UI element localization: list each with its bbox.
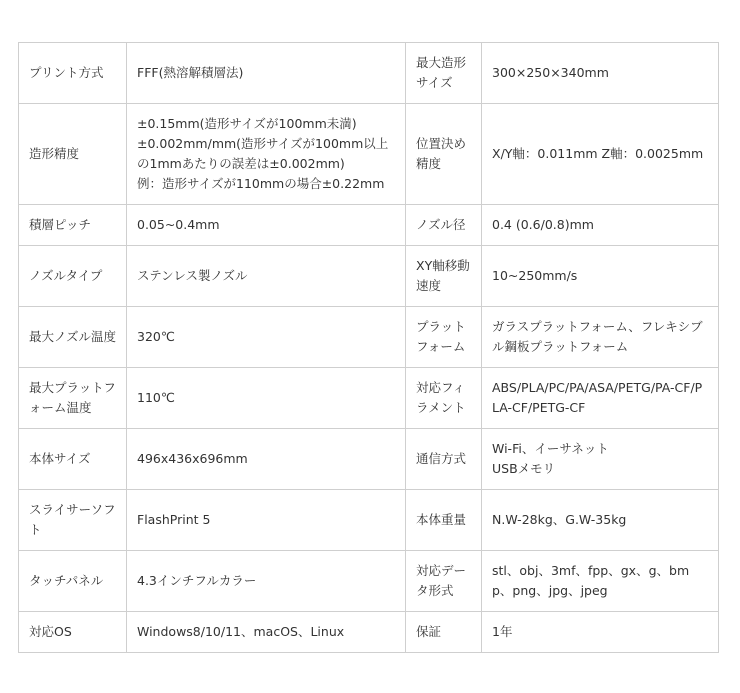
spec-label: 積層ピッチ [19,205,127,246]
spec-value: 0.4 (0.6/0.8)mm [482,205,719,246]
spec-table [18,42,719,653]
table-row [19,612,719,653]
table-row [19,490,719,551]
spec-value: ABS/PLA/PC/PA/ASA/PETG/PA-CF/PLA-CF/PETG-CF [482,368,719,429]
spec-label: プラットフォーム [406,307,482,368]
spec-value: 10~250mm/s [482,246,719,307]
spec-value: ±0.15mm(造形サイズが100mm未満) ±0.002mm/mm(造形サイズが100mm以上の1mmあたりの誤差は±0.002mm) 例：造形サイズが110mmの場合±0.22mm [127,104,406,205]
spec-label: 最大造形サイズ [406,43,482,104]
spec-value: Windows8/10/11、macOS、Linux [127,612,406,653]
spec-value: stl、obj、3mf、fpp、gx、g、bmp、png、jpg、jpeg [482,551,719,612]
table-row [19,43,719,104]
spec-label: タッチパネル [19,551,127,612]
table-row [19,205,719,246]
spec-value: 320℃ [127,307,406,368]
spec-value: 1年 [482,612,719,653]
table-row [19,307,719,368]
spec-label: 本体サイズ [19,429,127,490]
spec-value: ガラスプラットフォーム、フレキシブル鋼板プラットフォーム [482,307,719,368]
spec-label: 最大プラットフォーム温度 [19,368,127,429]
spec-label: 本体重量 [406,490,482,551]
spec-label: 通信方式 [406,429,482,490]
table-row [19,368,719,429]
spec-value: X/Y軸：0.011mm Z軸：0.0025mm [482,104,719,205]
spec-value: 4.3インチフルカラー [127,551,406,612]
spec-label: XY軸移動速度 [406,246,482,307]
spec-value: 0.05~0.4mm [127,205,406,246]
spec-label: 対応データ形式 [406,551,482,612]
spec-label: 最大ノズル温度 [19,307,127,368]
spec-value: N.W-28kg、G.W-35kg [482,490,719,551]
spec-label: ノズル径 [406,205,482,246]
spec-value: 110℃ [127,368,406,429]
table-row [19,551,719,612]
table-row [19,104,719,205]
spec-label: 対応フィラメント [406,368,482,429]
spec-value: ステンレス製ノズル [127,246,406,307]
spec-label: 位置決め精度 [406,104,482,205]
spec-label: 対応OS [19,612,127,653]
spec-label: ノズルタイプ [19,246,127,307]
spec-table-body [19,43,719,653]
spec-label: 造形精度 [19,104,127,205]
spec-label: 保証 [406,612,482,653]
spec-value: Wi-Fi、イーサネット USBメモリ [482,429,719,490]
spec-label: プリント方式 [19,43,127,104]
table-row [19,429,719,490]
spec-value: 496x436x696mm [127,429,406,490]
spec-value: 300×250×340mm [482,43,719,104]
spec-value: FFF(熱溶解積層法) [127,43,406,104]
table-row [19,246,719,307]
spec-value: FlashPrint 5 [127,490,406,551]
spec-label: スライサーソフト [19,490,127,551]
